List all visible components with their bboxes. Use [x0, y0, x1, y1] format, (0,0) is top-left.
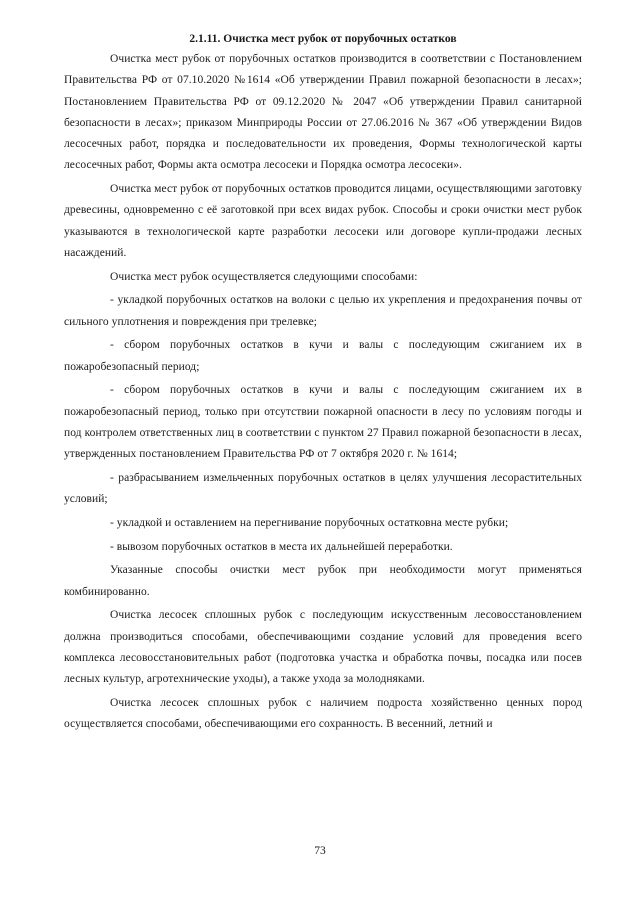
list-item-method-burning-conditional: - сбором порубочных остатков в кучи и валы с последующим сжиганием их в пожаробезопасный период, только при отсутствии пожарной опасности в лесу по условиям погоды и под контролем ответственных лиц в соответствии с пунктом 27 Правил пожарной безопасности в лесах, утвержденных постановлением Правительства РФ от 7 октября 2020 г. № 1614; — [64, 384, 582, 461]
page-number: 73 — [314, 845, 326, 857]
document-page — [64, 30, 582, 738]
list-item-method-burning: - сбором порубочных остатков в кучи и валы с последующим сжиганием их в пожаробезопасный период; — [64, 339, 582, 373]
list-item-method-removal: - вывозом порубочных остатков в места их дальнейшей переработки. — [110, 540, 453, 553]
list-item-method-rotting: - укладкой и оставлением на перегнивание порубочных остатковна месте рубки; — [110, 516, 509, 529]
paragraph-intro: Очистка мест рубок от порубочных остатков производится в соответствии с Постановлением Правительства РФ от 07.10.2020 №1614 «Об утверждении Правил пожарной безопасности в лесах»; Постановлением Правительства РФ от 09.12.2020 № 2047 «Об утверждении Правил санитарной безопасности в лесах»; приказом Минприроды России от 27.06.2016 № 367 «Об утверждении Видов лесосечных работ, порядка и последовательности их проведения, Формы технологической карты лесосечных работ, Формы акта осмотра лесосеки и Порядка осмотра лесосеки». — [64, 53, 582, 172]
list-item-method-trails: - укладкой порубочных остатков на волоки с целью их укрепления и предохранения почвы от сильного уплотнения и повреждения при трелевке; — [64, 294, 582, 328]
paragraph-combination: Указанные способы очистки мест рубок при необходимости могут применяться комбинированно. — [64, 564, 582, 598]
document-body — [64, 49, 582, 736]
paragraph-clearcut-undergrowth: Очистка лесосек сплошных рубок с наличием подроста хозяйственно ценных пород осуществляется способами, обеспечивающими его сохранность. В весенний, летний и — [64, 696, 582, 731]
paragraph-responsibility: Очистка мест рубок от порубочных остатков проводится лицами, осуществляющими заготовку древесины, одновременно с её заготовкой при всех видах рубок. Способы и сроки очистки мест рубок указываются в технологической карте разработки лесосеки или договоре купли-продажи лесных насаждений. — [64, 183, 582, 260]
paragraph-clearcut-reforestation: Очистка лесосек сплошных рубок с последующим искусственным лесовосстановлением должна производиться способами, обеспечивающими создание условий для проведения всего комплекса лесовосстановительных работ (подготовка участка и обработка почвы, посадка или посев лесных культур, агротехнические уходы), а также ухода за молодняками. — [64, 609, 582, 686]
section-title: 2.1.11. Очистка мест рубок от порубочных остатков — [189, 33, 457, 45]
paragraph-methods-intro: Очистка мест рубок осуществляется следующими способами: — [110, 270, 418, 283]
list-item-method-scattering: - разбрасыванием измельченных порубочных остатков в целях улучшения лесорастительных условий; — [64, 471, 582, 506]
